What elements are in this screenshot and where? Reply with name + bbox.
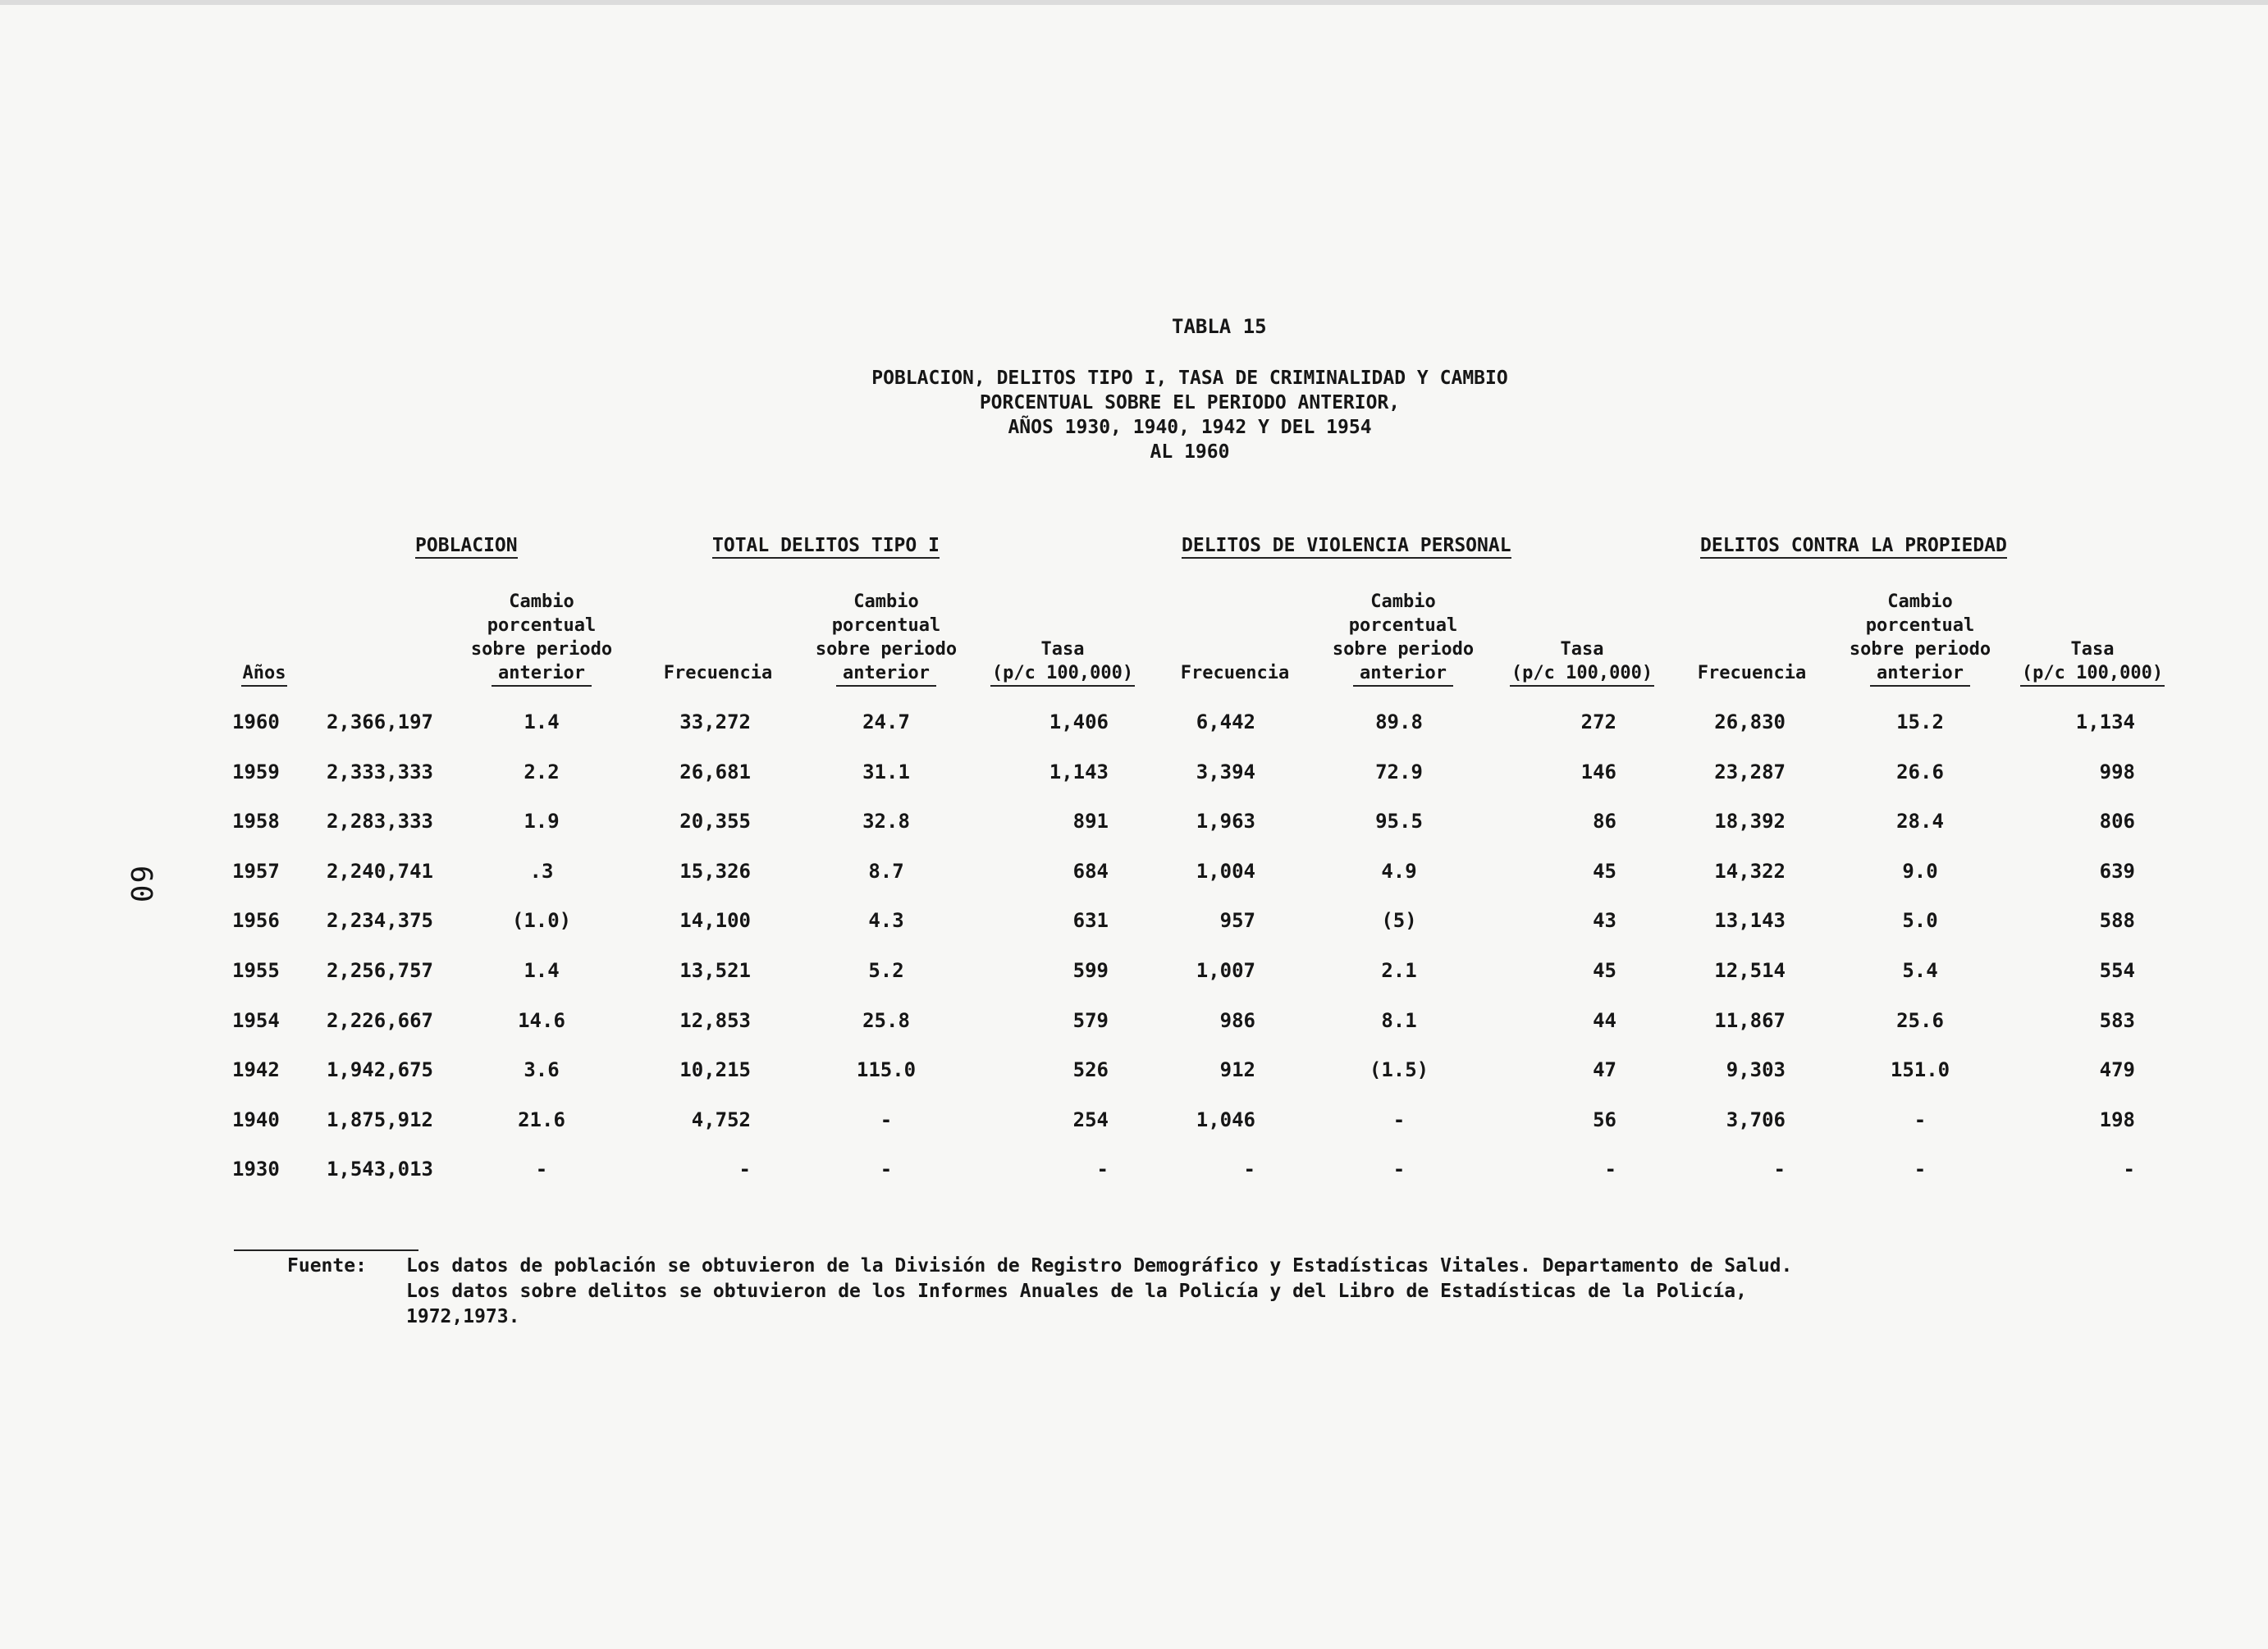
cell-pro-cambio: 5.0 bbox=[1902, 909, 1938, 933]
cell-pro-tasa: 583 bbox=[2099, 1008, 2135, 1032]
cell-vio-frec: 6,442 bbox=[1196, 710, 1255, 733]
cell-pro-frec: 18,392 bbox=[1714, 810, 1786, 834]
cell-year: 1955 bbox=[232, 959, 280, 982]
cell-vio-frec: 986 bbox=[1219, 1008, 1255, 1032]
cell-pro-frec: 12,514 bbox=[1714, 959, 1786, 982]
col-header-line: Tasa bbox=[2070, 639, 2115, 660]
cell-vio-tasa: 86 bbox=[1593, 810, 1616, 834]
cell-pro-frec: 3,706 bbox=[1726, 1108, 1786, 1131]
cell-pro-tasa: - bbox=[2123, 1158, 2135, 1181]
cell-tot-tasa: 526 bbox=[1072, 1058, 1109, 1082]
cell-vio-cambio: 4.9 bbox=[1381, 859, 1417, 883]
cell-pro-tasa: 198 bbox=[2099, 1108, 2135, 1131]
cell-pob-cambio: 2.2 bbox=[524, 760, 560, 783]
cell-vio-tasa: 272 bbox=[1580, 710, 1616, 733]
cell-tot-cambio: 5.2 bbox=[868, 959, 904, 982]
cell-pro-cambio: 9.0 bbox=[1902, 859, 1938, 883]
title-line: AL 1960 bbox=[1150, 441, 1230, 463]
cell-tot-tasa: 599 bbox=[1072, 959, 1109, 982]
cell-tot-tasa: 579 bbox=[1072, 1008, 1109, 1032]
col-header-anos-text: Años bbox=[241, 661, 288, 687]
cell-poblacion: 2,234,375 bbox=[326, 909, 433, 933]
cell-tot-cambio: 8.7 bbox=[868, 859, 904, 883]
cell-pro-frec: - bbox=[1773, 1158, 1786, 1181]
cell-year: 1959 bbox=[232, 760, 280, 783]
table-row bbox=[0, 759, 2268, 792]
table-row bbox=[0, 858, 2268, 891]
cell-vio-cambio: 89.8 bbox=[1375, 710, 1423, 733]
table-row bbox=[0, 808, 2268, 841]
col-header-line: Frecuencia bbox=[1180, 663, 1290, 683]
col-header-vio-cambio bbox=[1305, 590, 1502, 687]
col-header-tot-frec bbox=[648, 661, 788, 685]
source-line: Los datos de población se obtuvieron de la División de Registro Demográfico y Estadísticas Vitales. Departamento de Salud. bbox=[406, 1255, 1793, 1277]
table-number: TABLA 15 bbox=[1172, 315, 1267, 338]
cell-pro-cambio: 28.4 bbox=[1896, 810, 1944, 834]
cell-year: 1940 bbox=[232, 1108, 280, 1131]
cell-pro-tasa: 554 bbox=[2099, 959, 2135, 982]
cell-poblacion: 1,875,912 bbox=[326, 1108, 433, 1131]
cell-vio-frec: 1,007 bbox=[1196, 959, 1255, 982]
cell-vio-frec: 1,963 bbox=[1196, 810, 1255, 834]
cell-poblacion: 2,333,333 bbox=[326, 760, 433, 783]
cell-vio-cambio: (5) bbox=[1381, 909, 1417, 933]
cell-pro-cambio: 151.0 bbox=[1890, 1058, 1950, 1082]
col-header-vio-frec bbox=[1165, 661, 1305, 685]
cell-tot-cambio: 25.8 bbox=[862, 1008, 910, 1032]
cell-pro-tasa: 1,134 bbox=[2075, 710, 2135, 733]
title-line: AÑOS 1930, 1940, 1942 Y DEL 1954 bbox=[1008, 417, 1372, 438]
cell-vio-cambio: (1.5) bbox=[1369, 1058, 1429, 1082]
cell-pro-cambio: 5.4 bbox=[1902, 959, 1938, 982]
col-header-line: anterior bbox=[836, 661, 936, 687]
col-header-pro-frec bbox=[1682, 661, 1822, 685]
cell-tot-frec: 15,326 bbox=[679, 859, 751, 883]
col-header-line: porcentual bbox=[1865, 615, 1975, 636]
cell-pro-tasa: 479 bbox=[2099, 1058, 2135, 1082]
cell-tot-tasa: 891 bbox=[1072, 810, 1109, 834]
col-header-pro-tasa bbox=[2010, 637, 2174, 687]
cell-year: 1960 bbox=[232, 710, 280, 733]
cell-vio-frec: 912 bbox=[1219, 1058, 1255, 1082]
col-header-line: sobre periodo bbox=[470, 639, 613, 660]
table-row bbox=[0, 1107, 2268, 1140]
cell-pro-tasa: 998 bbox=[2099, 760, 2135, 783]
cell-tot-frec: 10,215 bbox=[679, 1058, 751, 1082]
col-header-line: Cambio bbox=[1887, 592, 1953, 612]
cell-poblacion: 1,543,013 bbox=[326, 1158, 433, 1181]
cell-tot-cambio: 32.8 bbox=[862, 810, 910, 834]
col-header-line: anterior bbox=[1353, 661, 1453, 687]
col-header-pro-cambio bbox=[1822, 590, 2019, 687]
col-header-line: sobre periodo bbox=[815, 639, 958, 660]
col-header-tot-cambio bbox=[788, 590, 985, 687]
cell-vio-frec: 957 bbox=[1219, 909, 1255, 933]
cell-pro-frec: 26,830 bbox=[1714, 710, 1786, 733]
group-header-violencia: DELITOS DE VIOLENCIA PERSONAL bbox=[1182, 535, 1511, 559]
cell-vio-cambio: 72.9 bbox=[1375, 760, 1423, 783]
cell-poblacion: 2,226,667 bbox=[326, 1008, 433, 1032]
cell-vio-tasa: 44 bbox=[1593, 1008, 1616, 1032]
cell-year: 1954 bbox=[232, 1008, 280, 1032]
col-header-line: Cambio bbox=[1370, 592, 1436, 612]
cell-pob-cambio: 3.6 bbox=[524, 1058, 560, 1082]
cell-poblacion: 2,366,197 bbox=[326, 710, 433, 733]
cell-year: 1958 bbox=[232, 810, 280, 834]
cell-vio-frec: 1,004 bbox=[1196, 859, 1255, 883]
source-text bbox=[406, 1254, 1965, 1330]
page-top-edge bbox=[0, 0, 2268, 5]
cell-tot-cambio: 115.0 bbox=[856, 1058, 917, 1082]
cell-tot-tasa: 684 bbox=[1072, 859, 1109, 883]
col-header-vio-tasa bbox=[1500, 637, 1664, 687]
cell-vio-frec: - bbox=[1243, 1158, 1255, 1181]
cell-tot-frec: 4,752 bbox=[691, 1108, 751, 1131]
col-header-line: Frecuencia bbox=[663, 663, 773, 683]
cell-tot-frec: 13,521 bbox=[679, 959, 751, 982]
cell-pro-frec: 14,322 bbox=[1714, 859, 1786, 883]
cell-vio-cambio: 8.1 bbox=[1381, 1008, 1417, 1032]
col-header-line: sobre periodo bbox=[1332, 639, 1475, 660]
cell-year: 1956 bbox=[232, 909, 280, 933]
cell-year: 1942 bbox=[232, 1058, 280, 1082]
cell-tot-tasa: 1,143 bbox=[1049, 760, 1109, 783]
cell-year: 1957 bbox=[232, 859, 280, 883]
group-header-poblacion: POBLACION bbox=[415, 535, 518, 559]
col-header-line: Frecuencia bbox=[1697, 663, 1807, 683]
table-row bbox=[0, 1007, 2268, 1040]
cell-tot-cambio: 24.7 bbox=[862, 710, 910, 733]
col-header-line: Tasa bbox=[1560, 639, 1604, 660]
cell-tot-tasa: 254 bbox=[1072, 1108, 1109, 1131]
group-header-total: TOTAL DELITOS TIPO I bbox=[712, 535, 940, 559]
cell-vio-cambio: - bbox=[1392, 1158, 1406, 1181]
table-row bbox=[0, 907, 2268, 940]
table-title bbox=[821, 366, 1559, 464]
cell-pob-cambio: .3 bbox=[529, 859, 554, 883]
cell-poblacion: 2,256,757 bbox=[326, 959, 433, 982]
col-header-line: (p/c 100,000) bbox=[990, 661, 1135, 687]
cell-tot-frec: 14,100 bbox=[679, 909, 751, 933]
cell-pro-tasa: 588 bbox=[2099, 909, 2135, 933]
col-header-line: Tasa bbox=[1040, 639, 1085, 660]
cell-vio-tasa: 45 bbox=[1593, 859, 1616, 883]
cell-year: 1930 bbox=[232, 1158, 280, 1181]
cell-pob-cambio: 1.4 bbox=[524, 959, 560, 982]
col-header-line: porcentual bbox=[1348, 615, 1458, 636]
cell-vio-tasa: - bbox=[1604, 1158, 1616, 1181]
col-header-line: porcentual bbox=[487, 615, 597, 636]
source-label: Fuente: bbox=[287, 1255, 367, 1277]
cell-vio-tasa: 146 bbox=[1580, 760, 1616, 783]
cell-tot-frec: - bbox=[738, 1158, 751, 1181]
table-row bbox=[0, 957, 2268, 990]
cell-vio-cambio: - bbox=[1392, 1108, 1406, 1131]
cell-pro-tasa: 806 bbox=[2099, 810, 2135, 834]
cell-vio-tasa: 47 bbox=[1593, 1058, 1616, 1082]
cell-pob-cambio: (1.0) bbox=[511, 909, 572, 933]
col-header-line: Cambio bbox=[509, 592, 574, 612]
cell-vio-tasa: 45 bbox=[1593, 959, 1616, 982]
title-line: POBLACION, DELITOS TIPO I, TASA DE CRIMINALIDAD Y CAMBIO bbox=[871, 368, 1508, 389]
footnote-rule bbox=[234, 1249, 418, 1251]
cell-tot-frec: 26,681 bbox=[679, 760, 751, 783]
col-header-line: anterior bbox=[1870, 661, 1970, 687]
cell-vio-frec: 3,394 bbox=[1196, 760, 1255, 783]
group-header-propiedad: DELITOS CONTRA LA PROPIEDAD bbox=[1700, 535, 2007, 559]
cell-pro-cambio: 26.6 bbox=[1896, 760, 1944, 783]
cell-vio-frec: 1,046 bbox=[1196, 1108, 1255, 1131]
cell-tot-cambio: - bbox=[880, 1108, 893, 1131]
cell-vio-cambio: 2.1 bbox=[1381, 959, 1417, 982]
cell-pro-frec: 23,287 bbox=[1714, 760, 1786, 783]
col-header-line: (p/c 100,000) bbox=[1510, 661, 1654, 687]
cell-pob-cambio: 1.4 bbox=[524, 710, 560, 733]
col-header-line: Cambio bbox=[853, 592, 919, 612]
cell-tot-frec: 20,355 bbox=[679, 810, 751, 834]
cell-pro-cambio: - bbox=[1914, 1108, 1927, 1131]
cell-pro-cambio: - bbox=[1914, 1158, 1927, 1181]
cell-tot-cambio: - bbox=[880, 1158, 893, 1181]
col-header-pob-cambio bbox=[443, 590, 640, 687]
cell-vio-tasa: 56 bbox=[1593, 1108, 1616, 1131]
cell-tot-frec: 33,272 bbox=[679, 710, 751, 733]
col-header-line: (p/c 100,000) bbox=[2020, 661, 2165, 687]
cell-pro-cambio: 25.6 bbox=[1896, 1008, 1944, 1032]
cell-vio-tasa: 43 bbox=[1593, 909, 1616, 933]
cell-tot-frec: 12,853 bbox=[679, 1008, 751, 1032]
col-header-anos bbox=[231, 661, 297, 687]
cell-pro-frec: 13,143 bbox=[1714, 909, 1786, 933]
page-number: 60 bbox=[124, 865, 158, 905]
cell-tot-tasa: - bbox=[1096, 1158, 1109, 1181]
cell-tot-cambio: 31.1 bbox=[862, 760, 910, 783]
col-header-line: anterior bbox=[492, 661, 592, 687]
cell-poblacion: 2,283,333 bbox=[326, 810, 433, 834]
table-row bbox=[0, 1156, 2268, 1189]
cell-tot-tasa: 631 bbox=[1072, 909, 1109, 933]
source-line: Los datos sobre delitos se obtuvieron de los Informes Anuales de la Policía y del Libro de Estadísticas de la Policía, bbox=[406, 1281, 1747, 1302]
cell-pob-cambio: 14.6 bbox=[518, 1008, 565, 1032]
cell-pro-frec: 11,867 bbox=[1714, 1008, 1786, 1032]
cell-pob-cambio: 21.6 bbox=[518, 1108, 565, 1131]
cell-tot-tasa: 1,406 bbox=[1049, 710, 1109, 733]
table-row bbox=[0, 709, 2268, 742]
cell-vio-cambio: 95.5 bbox=[1375, 810, 1423, 834]
cell-pob-cambio: 1.9 bbox=[524, 810, 560, 834]
col-header-line: porcentual bbox=[831, 615, 941, 636]
cell-poblacion: 2,240,741 bbox=[326, 859, 433, 883]
cell-pro-tasa: 639 bbox=[2099, 859, 2135, 883]
source-line: 1972,1973. bbox=[406, 1306, 520, 1327]
col-header-line: sobre periodo bbox=[1849, 639, 1991, 660]
title-line: PORCENTUAL SOBRE EL PERIODO ANTERIOR, bbox=[979, 392, 1401, 413]
col-header-tot-tasa bbox=[981, 637, 1145, 687]
cell-poblacion: 1,942,675 bbox=[326, 1058, 433, 1082]
table-row bbox=[0, 1057, 2268, 1089]
cell-pro-frec: 9,303 bbox=[1726, 1058, 1786, 1082]
cell-pro-cambio: 15.2 bbox=[1896, 710, 1944, 733]
cell-tot-cambio: 4.3 bbox=[868, 909, 904, 933]
cell-pob-cambio: - bbox=[535, 1158, 548, 1181]
